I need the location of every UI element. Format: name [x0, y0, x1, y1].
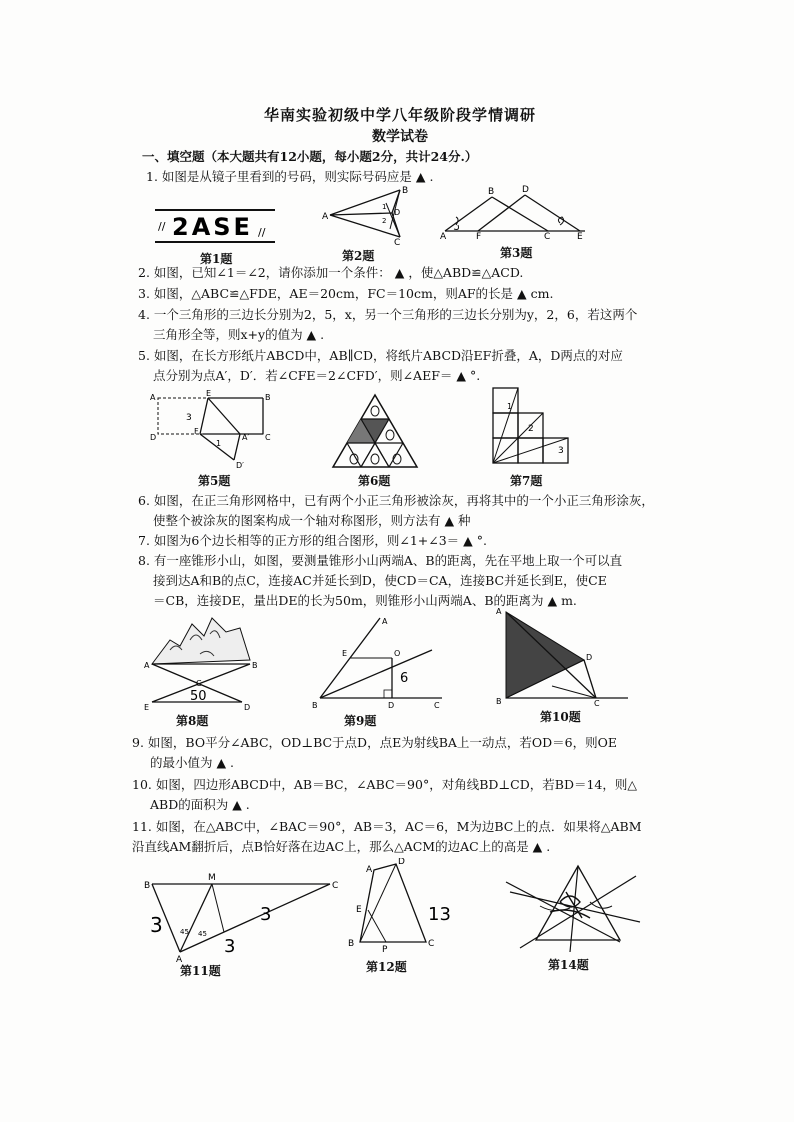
svg-text:50: 50 — [190, 689, 207, 704]
figure-5-folded-rectangle — [148, 390, 273, 470]
question-10: 10. 如图，四边形ABCD中，AB＝BC，∠ABC＝90°，对角线BD⊥CD，若BD＝14，则△ — [132, 777, 637, 792]
svg-text:B: B — [496, 697, 502, 706]
svg-text:D: D — [244, 703, 251, 712]
figure-9-angle-bisector — [312, 614, 448, 710]
svg-text:C: C — [332, 881, 339, 891]
figure-1-mirror-plate — [150, 200, 280, 250]
figure-2-triangles — [320, 185, 415, 245]
svg-text:C: C — [196, 679, 202, 688]
svg-text:A: A — [176, 955, 183, 962]
svg-text:D: D — [394, 208, 401, 217]
question-8: 8. 有一座锥形小山，如图，要测量锥形小山两端A、B的距离，先在平地上取一个可以直 — [138, 553, 623, 568]
figure-3-congruent-triangles — [440, 183, 590, 241]
svg-text:E: E — [206, 390, 212, 398]
svg-text:E: E — [342, 649, 348, 658]
svg-text:B: B — [488, 187, 495, 197]
svg-text:D: D — [398, 858, 405, 867]
svg-text:D: D — [150, 433, 157, 442]
svg-text:B: B — [265, 393, 271, 402]
svg-text:45: 45 — [180, 928, 189, 936]
exam-title: 华南实验初级中学八年级阶段学情调研 — [263, 106, 536, 124]
caption-q5: 第5题 — [198, 474, 231, 488]
question-5-cont: 点分别为点A′，D′．若∠CFE＝2∠CFD′，则∠AEF＝ ▲ °. — [153, 368, 481, 383]
svg-text:A: A — [150, 393, 156, 402]
figure-8-mountain — [140, 610, 260, 712]
svg-text:D: D — [522, 185, 529, 195]
svg-text:A: A — [322, 212, 329, 222]
svg-text:D′: D′ — [236, 461, 244, 470]
caption-q12: 第12题 — [366, 960, 407, 974]
question-1: 1. 如图是从镜子里看到的号码，则实际号码应是 ▲ . — [146, 169, 434, 184]
svg-text:3: 3 — [260, 904, 272, 925]
svg-text:C: C — [544, 232, 551, 241]
figure-6-triangle-grid — [330, 392, 420, 470]
question-11-cont: 沿直线AM翻折后，点B恰好落在边AC上，那么△ACM的边AC上的高是 ▲ . — [132, 839, 551, 854]
svg-text:B: B — [252, 661, 258, 670]
caption-q8: 第8题 — [176, 714, 209, 728]
question-10-cont: ABD的面积为 ▲ . — [150, 797, 250, 812]
svg-text:D: D — [586, 653, 593, 662]
svg-text:1: 1 — [507, 402, 513, 411]
mirror-digits: 2ASE — [172, 213, 253, 241]
svg-text:2: 2 — [382, 217, 387, 225]
svg-text:A: A — [496, 607, 502, 616]
svg-text:P: P — [382, 945, 388, 955]
svg-text:C: C — [394, 238, 401, 245]
svg-text:B: B — [348, 939, 355, 949]
svg-text:3: 3 — [186, 413, 192, 423]
question-11: 11. 如图，在△ABC中，∠BAC＝90°，AB＝3，AC＝6，M为边BC上的点．如果将△ABM — [132, 819, 642, 834]
mirror-slashes-right: // — [258, 226, 266, 239]
svg-text:E: E — [356, 905, 362, 915]
mirror-slashes-left: // — [158, 220, 166, 233]
svg-text:E: E — [144, 703, 150, 712]
question-4-cont: 三角形全等，则x+y的值为 ▲ . — [153, 327, 325, 342]
svg-text:M: M — [208, 873, 216, 883]
question-9: 9. 如图，BO平分∠ABC，OD⊥BC于点D，点E为射线BA上一动点，若OD＝6，则OE — [132, 735, 618, 750]
caption-q9: 第9题 — [344, 714, 377, 728]
svg-text:C: C — [594, 699, 600, 706]
svg-text:D: D — [388, 701, 395, 710]
question-3: 3. 如图，△ABC≌△FDE，AE＝20cm，FC＝10cm，则AF的长是 ▲ cm. — [138, 286, 554, 301]
section-heading: 一、填空题（本大题共有12小题，每小题2分，共计24分.） — [142, 149, 478, 164]
question-2: 2. 如图，已知∠1＝∠2，请你添加一个条件： ▲ ，使△ABD≌△ACD. — [138, 265, 524, 280]
caption-q3: 第3题 — [500, 246, 533, 260]
svg-text:O: O — [394, 649, 401, 658]
svg-text:1: 1 — [382, 203, 387, 211]
question-5: 5. 如图，在长方形纸片ABCD中，AB∥CD，将纸片ABCD沿EF折叠，A，D两点的对应 — [138, 348, 623, 363]
svg-text:2: 2 — [528, 424, 534, 434]
question-6: 6. 如图，在正三角形网格中，已有两个小正三角形被涂灰，再将其中的一个小正三角形涂灰， — [138, 493, 654, 508]
svg-text:F: F — [476, 232, 482, 241]
svg-text:3: 3 — [224, 936, 236, 957]
svg-text:A: A — [144, 661, 150, 670]
caption-q11: 第11题 — [180, 964, 221, 978]
question-8-cont-2: ＝CB，连接DE，量出DE的长为50m，则锥形小山两端A、B的距离为 ▲ m. — [153, 593, 577, 608]
svg-text:13: 13 — [428, 904, 451, 925]
question-6-cont: 使整个被涂灰的图案构成一个轴对称图形，则方法有 ▲ 种 — [153, 513, 471, 528]
svg-text:3: 3 — [558, 446, 564, 456]
svg-text:C: C — [434, 701, 440, 710]
svg-text:C: C — [265, 433, 271, 442]
figure-14-scribbled-triangles — [500, 862, 650, 958]
svg-text:A: A — [366, 865, 373, 875]
figure-10-shaded-triangle — [492, 606, 632, 706]
svg-text:C: C — [428, 939, 435, 949]
svg-text:A: A — [440, 232, 447, 241]
figure-12-quadrilateral — [346, 858, 456, 958]
caption-q1: 第1题 — [200, 252, 233, 266]
caption-q10: 第10题 — [540, 710, 581, 724]
svg-text:1: 1 — [216, 439, 222, 448]
svg-text:45: 45 — [198, 930, 207, 938]
caption-q2: 第2题 — [342, 249, 375, 263]
exam-subtitle: 数学试卷 — [372, 129, 428, 145]
caption-q7: 第7题 — [510, 474, 543, 488]
svg-text:3: 3 — [150, 913, 163, 937]
question-7: 7. 如图为6个边长相等的正方形的组合图形，则∠1+∠3＝ ▲ °. — [138, 533, 487, 548]
svg-text:F: F — [194, 427, 199, 436]
svg-text:E: E — [577, 232, 583, 241]
caption-q6: 第6题 — [358, 474, 391, 488]
question-4: 4. 一个三角形的三边长分别为2，5，x，另一个三角形的三边长分别为y，2，6，若这两个 — [138, 307, 638, 322]
question-9-cont: 的最小值为 ▲ . — [150, 755, 235, 770]
svg-text:A′: A′ — [242, 433, 250, 442]
figure-7-squares — [488, 385, 588, 471]
svg-text:B: B — [144, 881, 151, 891]
question-8-cont: 接到达A和B的点C，连接AC并延长到D，使CD＝CA，连接BC并延长到E，使CE — [153, 573, 607, 588]
svg-text:A: A — [382, 617, 388, 626]
svg-text:B: B — [402, 186, 409, 196]
figure-11-fold-triangle — [140, 870, 340, 962]
svg-text:B: B — [312, 701, 318, 710]
caption-q14: 第14题 — [548, 958, 589, 972]
svg-text:6: 6 — [400, 671, 409, 686]
